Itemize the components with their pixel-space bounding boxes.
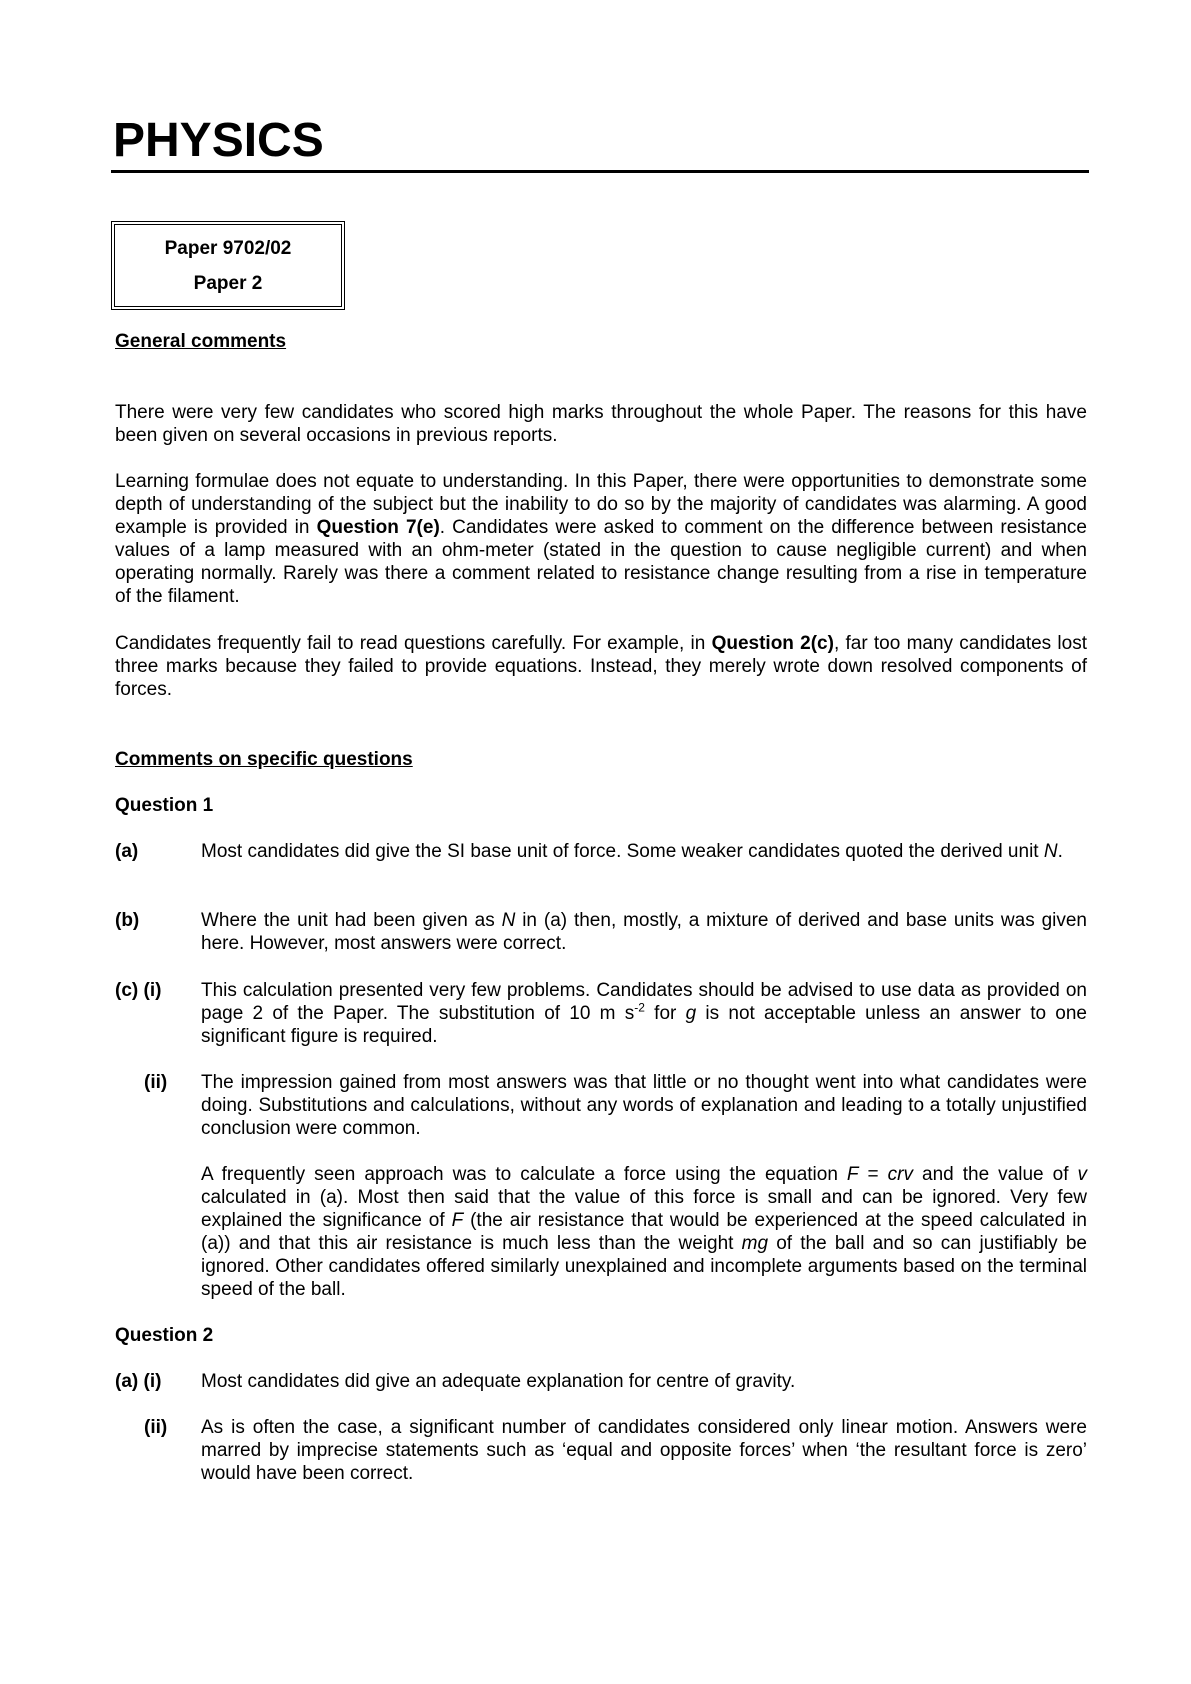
part-text: As is often the case, a significant number of candidates considered only linear motion. Answers were marred by imprecise statements such as ‘equal and opposite forces’ when ‘the resultant force is zero’ would have been correct.: [201, 1417, 1087, 1484]
general-paragraph-2: Learning formulae does not equate to understanding. In this Paper, there were opportunities to demonstrate some depth of understanding of the subject but the inability to do so by the majority of candidates was alarming. A good example is provided in Question 7(e). Candidates were asked to comment on the difference between resistance values of a lamp measured with an ohm-meter (stated in the question to cause negligible current) and when operating normally. Rarely was there a comment related to resistance change resulting from a rise in temperature of the filament.: [115, 471, 1087, 607]
part-label: (c) (i): [115, 980, 162, 1001]
question-1-heading: Question 1: [115, 795, 214, 816]
part-text: A frequently seen approach was to calculate a force using the equation F = crv and the value of v calculated in (a). Most then said that the value of this force is small and can be ignored. Very few explained the significance of F (the air resistance that would be experienced at the speed calculated in (a)) and that this air resistance is much less than the weight mg of the ball and so can justifiably be ignored. Other candidates offered similarly unexplained and incomplete arguments based on the terminal speed of the ball.: [201, 1164, 1087, 1300]
part-label: (a) (i): [115, 1371, 162, 1392]
part-text: The impression gained from most answers was that little or no thought went into what candidates were doing. Substitutions and calculations, without any words of explanation and leading to a totally unjustified conclusion were common.: [201, 1072, 1087, 1139]
part-text: Most candidates did give the SI base unit of force. Some weaker candidates quoted the derived unit N.: [201, 841, 1063, 862]
question-reference: Question 2(c): [711, 633, 834, 654]
paper-number: Paper 2: [193, 273, 263, 294]
general-paragraph-1: There were very few candidates who scored high marks throughout the whole Paper. The reasons for this have been given on several occasions in previous reports.: [115, 402, 1087, 446]
page-title: PHYSICS: [113, 114, 324, 167]
part-text: Where the unit had been given as N in (a) then, mostly, a mixture of derived and base units was given here. However, most answers were correct.: [201, 910, 1087, 954]
question-2-heading: Question 2: [115, 1325, 214, 1346]
part-label: (ii): [144, 1417, 168, 1438]
part-label: (ii): [144, 1072, 168, 1093]
part-label: (a): [115, 841, 139, 862]
question-reference: Question 7(e): [316, 517, 440, 538]
general-comments-heading: General comments: [115, 331, 287, 352]
part-text: This calculation presented very few problems. Candidates should be advised to use data as provided on page 2 of the Paper. The substitution of 10 m $s^{-2}$ for g is not acceptable unless an answer to one significant figure is required.: [201, 980, 1087, 1047]
part-label: (b): [115, 910, 140, 931]
part-text: Most candidates did give an adequate explanation for centre of gravity.: [201, 1371, 796, 1392]
specific-comments-heading: Comments on specific questions: [115, 749, 413, 770]
title-underline-rule: [111, 170, 1089, 173]
general-paragraph-3: Candidates frequently fail to read questions carefully. For example, in Question 2(c), far too many candidates lost three marks because they failed to provide equations. Instead, they merely wrote down resolved components of forces.: [115, 633, 1087, 700]
paper-info-box: [111, 221, 345, 310]
paper-code: Paper 9702/02: [164, 238, 292, 259]
